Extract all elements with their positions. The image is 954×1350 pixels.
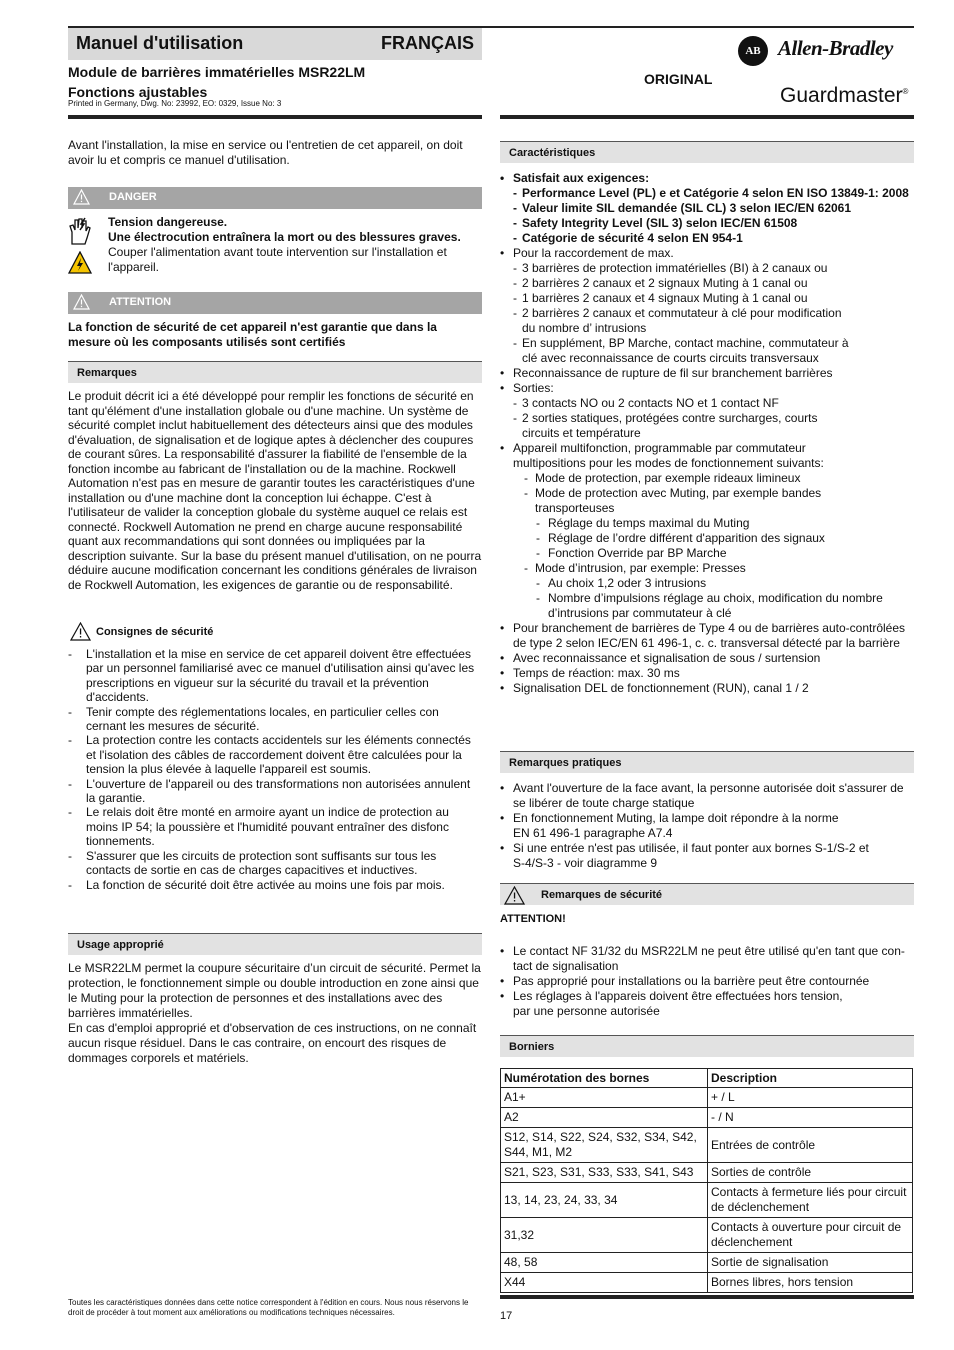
list-item: - Mode de protection avec Muting, par exemple bandes	[500, 486, 914, 501]
table-row	[501, 1273, 913, 1293]
securite-list	[500, 944, 914, 1019]
table-row	[501, 1183, 913, 1218]
danger-label: DANGER	[109, 191, 157, 203]
securite-title: Remarques de sécurité	[541, 889, 663, 901]
product-subtitle: Fonctions ajustables	[68, 84, 208, 100]
product-name: Module de barrières immatérielles MSR22LM	[68, 64, 366, 80]
manual-title: Manuel d'utilisation	[76, 33, 244, 53]
list-item: tact de signalisation	[513, 959, 619, 973]
danger-line-1: Tension dangereuse.	[108, 215, 228, 229]
list-item: - Valeur limite SIL demandée (SIL CL) 3 selon IEC/EN 62061	[500, 201, 914, 216]
allen-bradley-logo-icon: AB	[738, 36, 768, 66]
left-header-rule	[68, 115, 482, 119]
terminal-cell: 48, 58	[501, 1253, 708, 1273]
list-item: • En fonctionnement Muting, la lampe doit répondre à la norme	[500, 811, 914, 826]
list-item: - Réglage de l’ordre différent d'apparition des signaux	[500, 531, 914, 546]
danger-line-3: Couper l'alimentation avant toute intervention sur l'installation et l'appareil.	[108, 245, 447, 274]
usage-header	[68, 933, 482, 955]
warning-icon	[504, 886, 525, 905]
terminal-cell: S12, S14, S22, S24, S32, S34, S42, S44, M1, M2	[501, 1128, 708, 1163]
table-row	[501, 1088, 913, 1108]
description-cell: Sorties de contrôle	[708, 1163, 913, 1183]
terminal-cell: X44	[501, 1273, 708, 1293]
danger-line-2: Une électrocution entraînera la mort ou des blessures graves.	[108, 230, 461, 244]
page-number: 17	[500, 1310, 513, 1322]
attention-text: La fonction de sécurité de cet appareil n'est garantie que dans la mesure où les composants utilisés sont certifiés	[68, 320, 437, 349]
right-header-rule	[500, 115, 914, 119]
table-row	[501, 1218, 913, 1253]
list-item: - Au choix 1,2 oder 3 intrusions	[500, 576, 914, 591]
list-item: - S'assurer que les circuits de protection sont suffisants sur tous les contacts de sortie en cas de charges capacitives et inductives.	[68, 849, 482, 878]
description-cell: Entrées de contrôle	[708, 1128, 913, 1163]
list-item: S-4/S-3 - voir diagramme 9	[513, 856, 658, 870]
intro-text: Avant l'installation, la mise en service ou l'entretien de cet appareil, on doit avoir lu et compris ce manuel d'utilisation.	[68, 138, 463, 167]
list-item: - En supplément, BP Marche, contact machine, commutateur à	[500, 336, 914, 351]
list-item: - 3 contacts NO ou 2 contacts NO et 1 contact NF	[500, 396, 914, 411]
table-header-row	[501, 1069, 913, 1088]
description-cell: - / N	[708, 1108, 913, 1128]
usage-text	[68, 961, 482, 1066]
borniers-title: Borniers	[509, 1041, 555, 1053]
warning-icon	[73, 294, 90, 310]
pratiques-title: Remarques pratiques	[509, 757, 622, 769]
list-item: - Mode de protection, par exemple rideaux limineux	[500, 471, 914, 486]
original-label: ORIGINAL	[644, 71, 713, 87]
terminal-cell: 13, 14, 23, 24, 33, 34	[501, 1183, 708, 1218]
list-item: - Réglage du temps maximal du Muting	[500, 516, 914, 531]
list-item: - 2 barrières 2 canaux et 2 signaux Muting à 1 canal ou	[500, 276, 914, 291]
description-cell: + / L	[708, 1088, 913, 1108]
list-item: - 1 barrières 2 canaux et 4 signaux Muting à 1 canal ou	[500, 291, 914, 306]
footer-rule	[500, 1295, 914, 1299]
consignes-title: Consignes de sécurité	[96, 626, 214, 638]
terminal-cell: A1+	[501, 1088, 708, 1108]
list-item: se libérer de toute charge statique	[513, 796, 695, 810]
list-item: - La fonction de sécurité doit être activée au moins une fois par mois.	[68, 878, 482, 892]
footer-note: Toutes les caractéristiques données dans cette notice correspondent à l'édition en cours. Nous nous réservons le droit de procéder à tout moment aux améliorations ou modifications techniques nécessaires.	[68, 1298, 469, 1317]
table-row	[501, 1108, 913, 1128]
list-item: - Catégorie de sécurité 4 selon EN 954-1	[500, 231, 914, 246]
column-header: Numérotation des bornes	[501, 1069, 708, 1088]
list-item: - Safety Integrity Level (SIL 3) selon IEC/EN 61508	[500, 216, 914, 231]
remarques-header	[68, 361, 482, 383]
attention-bar	[68, 292, 482, 314]
list-item: - Performance Level (PL) e et Catégorie 4 selon EN ISO 13849-1: 2008	[500, 186, 914, 201]
danger-bar	[68, 187, 482, 209]
terminal-cell: 31,32	[501, 1218, 708, 1253]
list-item: • Temps de réaction: max. 30 ms	[500, 666, 914, 681]
table-row	[501, 1128, 913, 1163]
description-cell: Contacts à fermeture liés pour circuit de déclenchement	[708, 1183, 913, 1218]
list-item: clé avec reconnaissance de courts circuits transversaux	[522, 351, 819, 365]
list-item: - Le relais doit être monté en armoire ayant un indice de protection au moins IP 54; la poussière et l'humidité pouvant entraîner des disfonc tionnements.	[68, 805, 482, 848]
caracteristiques-list	[500, 171, 914, 696]
usage-title: Usage approprié	[77, 939, 164, 951]
caracteristiques-title: Caractéristiques	[509, 147, 596, 159]
list-item: • Pour branchement de barrières de Type 4 ou de barrières auto-contrôlées	[500, 621, 914, 636]
electrocution-hand-icon	[68, 216, 92, 246]
brand-name: Allen-Bradley	[778, 36, 893, 60]
securite-header	[500, 883, 914, 905]
print-info: Printed in Germany, Dwg. No: 23992, EO: 0329, Issue No: 3	[68, 99, 282, 108]
list-item: • Le contact NF 31/32 du MSR22LM ne peut être utilisé qu'en tant que con-	[500, 944, 914, 959]
remarques-title: Remarques	[77, 367, 137, 379]
pratiques-list	[500, 781, 914, 871]
terminals-table	[500, 1068, 913, 1293]
list-item: • Sorties:	[500, 381, 914, 396]
usage-paragraph-2: En cas d'emploi approprié et d'observation de ces instructions, on ne connaît aucun risque résiduel. Dans le cas contraire, on encourt des risques de dommages corporels et matériels.	[68, 1021, 477, 1065]
description-cell: Sortie de signalisation	[708, 1253, 913, 1273]
borniers-header	[500, 1035, 914, 1057]
securite-attention: ATTENTION!	[500, 913, 566, 925]
registered-mark: ®	[902, 87, 909, 96]
caracteristiques-header	[500, 141, 914, 163]
list-item: • Pas approprié pour installations ou la barrière peut être contournée	[500, 974, 914, 989]
guardmaster-text: Guardmaster	[780, 84, 903, 107]
guardmaster-logo	[780, 84, 908, 108]
list-item: - L'ouverture de l'appareil ou des transformations non autorisées annulent la garantie.	[68, 777, 482, 806]
warning-icon	[73, 189, 90, 205]
terminal-cell: S21, S23, S31, S33, S33, S41, S43	[501, 1163, 708, 1183]
list-item: de type 2 selon IEC/EN 61 496-1, c. c. transversal détecté par la barrière	[513, 636, 900, 650]
list-item: circuits et température	[522, 426, 641, 440]
list-item: EN 61 496-1 paragraphe A7.4	[513, 826, 673, 840]
pratiques-header	[500, 751, 914, 773]
danger-text	[108, 215, 480, 275]
list-item: du nombre d’ intrusions	[522, 321, 647, 335]
consignes-list	[68, 647, 482, 892]
list-item: • Si une entrée n'est pas utilisée, il faut ponter aux bornes S-1/S-2 et	[500, 841, 914, 856]
list-item: - Mode d’intrusion, par exemple: Presses	[500, 561, 914, 576]
high-voltage-icon	[68, 251, 92, 275]
list-item: d’intrusions par commutateur à clé	[548, 606, 732, 620]
title-bar	[68, 28, 482, 60]
list-item: - Fonction Override par BP Marche	[500, 546, 914, 561]
language-label: FRANÇAIS	[381, 33, 474, 53]
list-item: - 2 barrières 2 canaux et commutateur à clé pour modification	[500, 306, 914, 321]
list-item: - Tenir compte des réglementations locales, en particulier celles con cernant les mesures de sécurité.	[68, 705, 482, 734]
list-item: • Signalisation DEL de fonctionnement (RUN), canal 1 / 2	[500, 681, 914, 696]
description-cell: Bornes libres, hors tension	[708, 1273, 913, 1293]
list-item: transporteuses	[535, 501, 615, 515]
list-item: multipositions pour les modes de fonctionnement suivants:	[513, 456, 824, 470]
list-item: - La protection contre les contacts accidentels sur les éléments connectés et l'isolation des câbles de raccordement doivent être calculées pour la tension la plus élevée à laquelle l'appareil est soumis.	[68, 733, 482, 776]
table-row	[501, 1163, 913, 1183]
list-item: - L'installation et la mise en service de cet appareil doivent être effectuées par un personnel familiarisé avec ce manuel d'utilisation ainsi qu'avec les prescriptions en vigueur sur la sécurité du travail et la prévention d'accidents.	[68, 647, 482, 705]
attention-label: ATTENTION	[109, 296, 172, 308]
list-item: - 3 barrières de protection immatérielles (BI) à 2 canaux ou	[500, 261, 914, 276]
list-item: • Les réglages à l'appareis doivent être effectuées hors tension,	[500, 989, 914, 1004]
description-cell: Contacts à ouverture pour circuit de déclenchement	[708, 1218, 913, 1253]
list-item: par une personne autorisée	[513, 1004, 660, 1018]
list-item: • Reconnaissance de rupture de fil sur branchement barrières	[500, 366, 914, 381]
list-item: • Avant l'ouverture de la face avant, la personne autorisée doit s'assurer de	[500, 781, 914, 796]
column-header: Description	[708, 1069, 913, 1088]
terminal-cell: A2	[501, 1108, 708, 1128]
table-row	[501, 1253, 913, 1273]
list-item: • Appareil multifonction, programmable par commutateur	[500, 441, 914, 456]
list-item: • Avec reconnaissance et signalisation de sous / surtension	[500, 651, 914, 666]
remarques-text: Le produit décrit ici a été développé pour remplir les fonctions de sécurité en tant qu'élément d'une installation globale ou d'une machine. Un système de sécurité complet inclut habituellement des détecteurs ainsi que des modules d'évaluation, de signalisation et de logique aptes à déclencher des coupures de courant sûres. La responsabilité d'assurer la fiabilité de l'ensemble de la fonction incombe au fabricant de l'installation ou de la machine. Rockwell Automation n'est pas en mesure de garantir toutes les caractéristiques d'une installation ou d'une machine dont la conception lui échappe. C'est à l'utilisateur de valider la conception globale du système auquel ce relais est connecté. Rockwell Automation ne prend en charge aucune responsabilité quant aux recommandations qui sont données ou impliquées par la description suivante. Sur la base du présent manuel d'utilisation, on ne pourra déduire aucune modification concernant les conditions générales de livraison de Rockwell Automation, les exigences de garantie ou de responsabilité.	[68, 389, 482, 592]
list-item: - Nombre d’impulsions réglage au choix, modification du nombre	[500, 591, 914, 606]
usage-paragraph-1: Le MSR22LM permet la coupure sécuritaire d’un circuit de sécurité. Permet la protection, le fonctionnement simple ou double introduction en zone ainsi que le Muting pour la protection de personnes et des installations avec des barrières immatérielles.	[68, 961, 481, 1020]
warning-icon	[70, 622, 91, 641]
list-item: • Pour la raccordement de max.	[500, 246, 914, 261]
list-item: • Satisfait aux exigences:	[500, 171, 914, 186]
list-item: - 2 sorties statiques, protégées contre surcharges, courts	[500, 411, 914, 426]
